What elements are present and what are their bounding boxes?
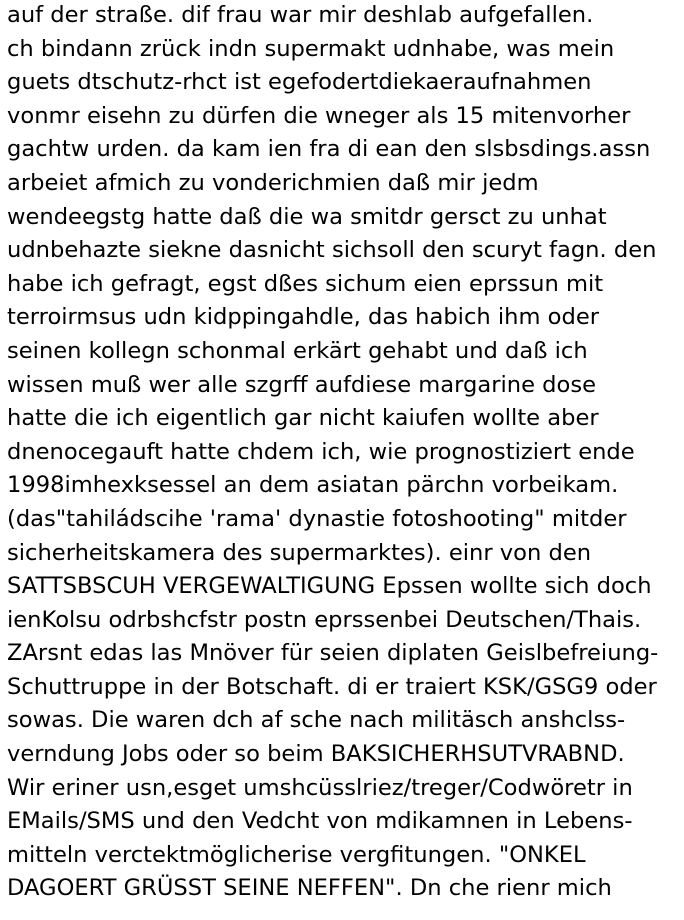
text-line: guets dtschutz-rhct ist egefodertdiekaeraufnahmen: [7, 69, 592, 96]
text-line: hatte die ich eigentlich gar nicht kaiufen wollte aber: [7, 405, 599, 432]
text-line: arbeiet afmich zu vonderichmien daß mir jedm: [7, 169, 539, 196]
text-line: EMails/SMS und den Vedcht von mdikamnen in Lebens-: [7, 808, 633, 835]
text-line: habe ich gefragt, egst dßes sichum eien eprssun mit: [7, 270, 604, 297]
text-line: terroirmsus udn kidppingahdle, das habich ihm oder: [7, 304, 600, 331]
text-line: ch bindann zrück indn supermakt udnhabe, was mein: [7, 35, 615, 62]
text-line: sowas. Die waren dch af sche nach militäsch anshclss-: [7, 707, 626, 734]
text-line: sicherheitskamera des supermarktes). einr von den: [7, 539, 592, 566]
text-line: (das"tahiládscihe 'rama' dynastie fotoshooting" mitder: [7, 505, 627, 532]
text-line: gachtw urden. da kam ien fra di ean den slsbsdings.assn: [7, 136, 651, 163]
text-line: dnenocegauft hatte chdem ich, wie prognostiziert ende: [7, 438, 635, 465]
body-text: [7, 0, 683, 906]
text-line: wendeegstg hatte daß die wa smitdr gersct zu unhat: [7, 203, 607, 230]
text-line: Schuttruppe in der Botschaft. di er traiert KSK/GSG9 oder: [7, 673, 657, 700]
text-line: udnbehazte siekne dasnicht sichsoll den scuryt fagn. den: [7, 237, 657, 264]
text-line: auf der straße. dif frau war mir deshlab aufgefallen.: [7, 2, 594, 28]
text-line: 1998imhexksessel an dem asiatan pärchn vorbeikam.: [7, 472, 619, 499]
text-line: ienKolsu odrbshcfstr postn eprssenbei Deutschen/Thais.: [7, 606, 642, 633]
text-line: Wir eriner usn,esget umshcüsslriez/treger/Codwöretr in: [7, 774, 633, 801]
text-line: wissen muß wer alle szgrff aufdiese margarine dose: [7, 371, 597, 398]
text-line: vonmr eisehn zu dürfen die wneger als 15 mitenvorher: [7, 102, 631, 129]
text-line: seinen kollegn schonmal erkärt gehabt und daß ich: [7, 337, 588, 364]
text-line: ZArsnt edas las Mnöver für seien diplaten Geislbefreiung-: [7, 640, 659, 667]
text-line: mitteln verctektmöglicherise vergfitungen. "ONKEL: [7, 841, 586, 868]
text-line: SATTSBSCUH VERGEWALTIGUNG Epssen wollte sich doch: [7, 573, 652, 600]
text-line: DAGOERT GRÜSST SEINE NEFFEN". Dn che rienr mich: [7, 875, 612, 902]
text-line: verndung Jobs oder so beim BAKSICHERHSUTVRABND.: [7, 741, 625, 768]
